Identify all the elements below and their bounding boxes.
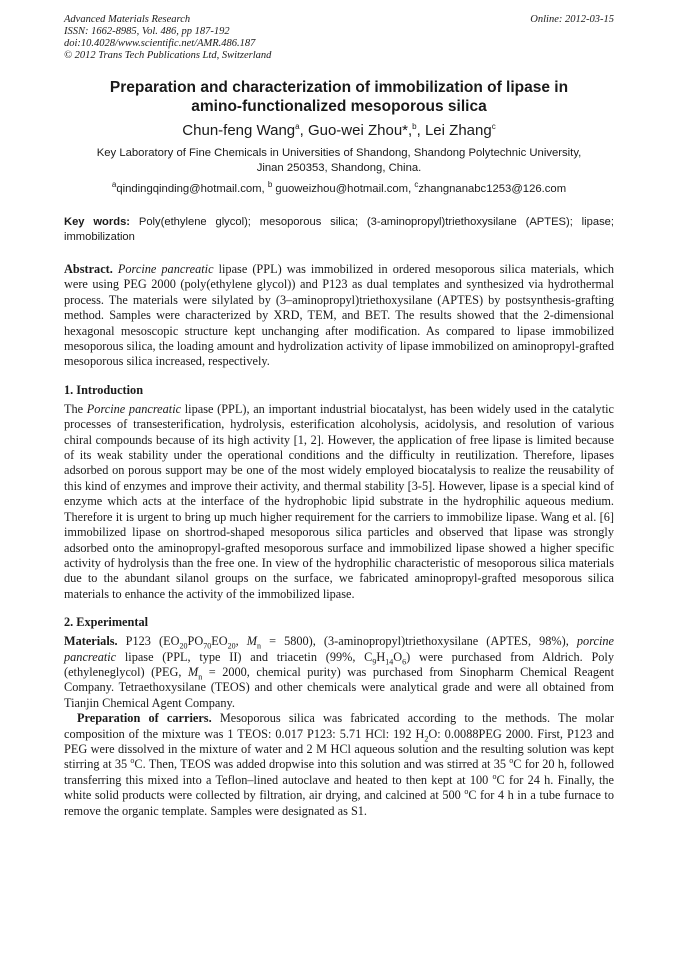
subscript: 20	[179, 641, 188, 651]
materials-text: ) were purchased from Aldrich. Poly (ethyleneglycol) (PEG,	[64, 649, 614, 679]
carriers-paragraph	[64, 711, 614, 819]
abstract	[64, 262, 614, 370]
email-a[interactable]: qindingqinding@hotmail.com,	[116, 183, 268, 195]
subscript: 9	[372, 656, 377, 666]
materials-text: PO	[187, 634, 204, 649]
intro-species: Porcine pancreatic	[86, 401, 182, 416]
materials-text: ,	[235, 634, 247, 649]
carriers-text: C for 4 h in a tube furnace to remove the organic template. Samples were designated as S1.	[64, 788, 614, 818]
journal-name: Advanced Materials Research	[64, 14, 191, 25]
issn-line: ISSN: 1662-8985, Vol. 486, pp 187-192	[64, 26, 230, 37]
affiliation-line-1: Key Laboratory of Fine Chemicals in Universities of Shandong, Shandong Polytechnic University,	[96, 147, 582, 159]
affiliation	[64, 146, 614, 176]
title-line-2: amino-functionalized mesoporous silica	[191, 98, 487, 115]
author-3-affil: c	[491, 122, 496, 131]
materials-text: lipase (PPL, type II) and triacetin (99%, C	[116, 649, 373, 664]
subscript: n	[257, 641, 262, 651]
materials-text: H	[376, 649, 386, 664]
degree-mark: o	[509, 756, 514, 766]
email-b-mark: b	[267, 180, 273, 190]
subscript: 2	[424, 734, 429, 744]
materials-text: O	[393, 649, 403, 664]
intro-text-start: The	[64, 401, 87, 416]
email-a-mark: a	[111, 180, 117, 190]
online-date: Online: 2012-03-15	[530, 14, 614, 25]
affiliation-line-2: Jinan 250353, Shandong, China.	[256, 162, 422, 174]
abstract-text: lipase (PPL) was immobilized in ordered mesoporous silica materials, which were using PEG 2000 (poly(ethylene glycol)) and P123 as dual templates and synthesized via hydrothermal process. The materials were silylated by (3–aminopropyl)triethoxysilane (APTES) by postsynthesis-grafting method. Samples were characterized by XRD, TEM, and BET. The results showed that the 2-dimensional hexagonal mesoscopic structure kept unchanging after modification. As compared to lipase immobilized mesoporous silica, the loading amount and hydrolization activity of lipase immobilized on aminopropyl-grafted mesoporous silica increased, respectively.	[64, 262, 614, 369]
carriers-text: O: 0.0088PEG 2000. First, P123 and PEG were dissolved in the mixture of water and 2 M HCl aqueous solution and the resulting solution was kept stirring at 35	[64, 726, 614, 772]
author-3: Lei Zhang	[424, 122, 492, 139]
author-emails	[64, 182, 614, 197]
author-separator: ,	[299, 122, 308, 139]
degree-mark: o	[130, 756, 135, 766]
degree-mark: o	[492, 771, 497, 781]
carriers-text: C. Then, TEOS was added dropwise into this solution and was stirred at 35	[134, 757, 510, 772]
materials-text: EO	[211, 634, 228, 649]
author-1: Chun-feng Wang	[182, 122, 296, 139]
materials-species: porcine pancreatic	[64, 634, 614, 664]
degree-mark: o	[464, 787, 469, 797]
author-list	[64, 121, 614, 140]
journal-header	[64, 14, 614, 62]
carriers-text: Mesoporous silica was fabricated according to the methods. The molar composition of the mixture was 1 TEOS: 0.017 P123: 5.71 HCl: 192 H	[64, 711, 614, 741]
mn-symbol: M	[246, 634, 258, 649]
materials-paragraph	[64, 634, 614, 711]
subscript: 70	[203, 641, 212, 651]
email-b[interactable]: guoweizhou@hotmail.com,	[272, 183, 415, 195]
section-heading-introduction: 1. Introduction	[64, 382, 144, 397]
subscript: 6	[402, 656, 407, 666]
author-separator: ,	[416, 122, 425, 139]
carriers-text: C for 20 h, followed transferring this mixed into a Teflon–lined autoclave and heated to then kept at 100	[64, 757, 614, 787]
keywords	[64, 215, 614, 245]
carriers-label: Preparation of carriers.	[77, 711, 212, 726]
subscript: 20	[227, 641, 236, 651]
section-heading-experimental: 2. Experimental	[64, 615, 149, 630]
keywords-label: Key words:	[64, 216, 131, 228]
carriers-text: C for 24 h. Finally, the white solid products were collected by filtration, air drying, and calcined at 500	[64, 772, 614, 803]
paper-title	[64, 78, 614, 116]
abstract-species: Porcine pancreatic	[117, 262, 214, 276]
intro-text: lipase (PPL), an important industrial biocatalyst, has been widely used in the catalytic processes of transesterification, hydrolysis, esterification alcoholysis, acidolysis, and resolution of various chiral compounds because of its high activity [1, 2]. However, the application of free lipase is limited because of its weak stability under the operational conditions and the difficulty in reutilization. Therefore, lipases adsorbed on porous support may be one of the most widely employed biocatalysis to realize the reusability of this kind of enzymes and improve their activity, and thermal stability [3-5]. However, lipase is a special kind of enzyme which acts at the interface of the hydrophobic lipid substrate in the hydrophilic aqueous medium. Therefore it is urgent to bring up much higher requirement for the carriers to immobilize lipase. Wang et al. [6] immobilized lipase on shortrod-shaped mesoporous silica particles and observed that lipase was strongly adsorbed onto the aminopropyl-grafted mesoporous surface and immobilized lipase showed a higher specific activity of hydrolysis than the free one. In view of the hydrophilic characteristic of mesoporous silica materials due to the abundant silanol groups on the surface, we fabricated aminopropyl-grafted mesoporous silica materials to enhance the activity of the immobilized lipase.	[64, 401, 614, 601]
subscript: n	[198, 672, 203, 682]
email-c[interactable]: zhangnanabc1253@126.com	[418, 183, 567, 195]
materials-text: = 5800), (3-aminopropyl)triethoxysilane (APTES, 98%),	[261, 634, 577, 649]
email-c-mark: c	[414, 180, 419, 190]
keywords-text: Poly(ethylene glycol); mesoporous silica; (3-aminopropyl)triethoxysilane (APTES); lipase; immobilization	[64, 216, 614, 243]
author-1-affil: a	[295, 122, 300, 131]
introduction-paragraph	[64, 402, 614, 602]
materials-label: Materials.	[64, 634, 118, 649]
materials-text: P123 (EO	[117, 634, 180, 649]
author-2: Guo-wei Zhou*,	[307, 122, 413, 139]
subscript: 14	[385, 656, 394, 666]
author-2-affil: b	[412, 122, 417, 131]
title-line-1: Preparation and characterization of immobilization of lipase in	[109, 79, 569, 96]
mn-symbol: M	[188, 664, 199, 679]
abstract-label: Abstract.	[64, 262, 113, 276]
materials-text: = 2000, chemical purity) was purchased from Sinopharm Chemical Reagent Company. Tetraethoxysilane (TEOS) and other chemicals were analytical grade and were all obtained from Tianjin Chemical Agent Company.	[64, 664, 614, 710]
doi-line[interactable]: doi:10.4028/www.scientific.net/AMR.486.187	[64, 38, 256, 49]
copyright-line: © 2012 Trans Tech Publications Ltd, Switzerland	[64, 50, 272, 61]
